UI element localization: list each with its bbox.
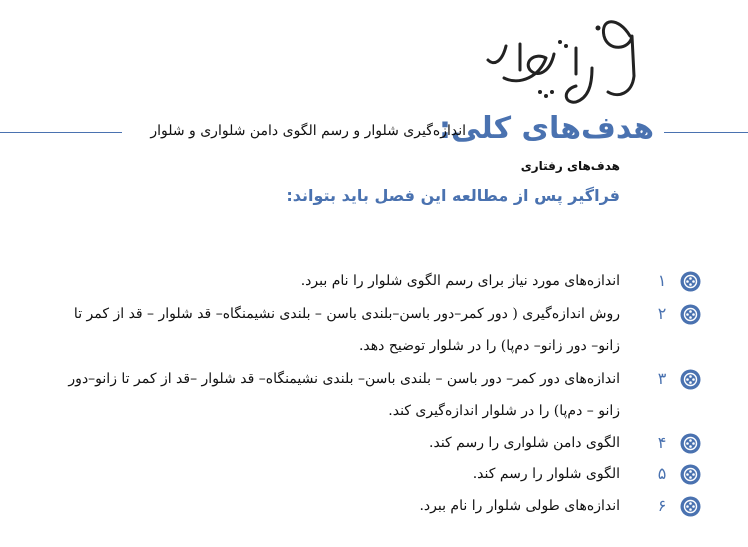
item-text-continued: زانو – دم‌پا) را در شلوار اندازه‌گیری کند.	[388, 403, 620, 419]
list-item-1	[0, 270, 748, 300]
item-text: روش اندازه‌گیری ( دور کمر–دور باسن–بلندی باسن – بلندی نشیمنگاه– قد شلوار – قد از کمر تا	[73, 306, 620, 322]
chapter-title-calligraphy	[480, 6, 656, 114]
divider-line-left	[0, 132, 122, 133]
divider-line-right	[664, 132, 748, 133]
list-item-3	[0, 368, 748, 428]
learner-intro: فراگیر پس از مطالعه این فصل باید بتواند:	[286, 186, 620, 205]
item-number: ۴	[657, 433, 667, 452]
item-text-continued: زانو– دور زانو– دم‌پا) را در شلوار توضیح دهد.	[358, 338, 620, 354]
item-number: ۲	[657, 304, 667, 323]
behavioral-goals-label: هدف‌های رفتاری	[520, 159, 620, 173]
item-text: اندازه‌های مورد نیاز برای رسم الگوی شلوار را نام ببرد.	[300, 273, 620, 289]
general-goals-text: اندازه‌گیری شلوار و رسم الگوی دامن شلواری و شلوار	[150, 123, 466, 139]
list-item-4	[0, 432, 748, 462]
ornament-circle-icon	[680, 271, 701, 292]
ornament-circle-icon	[680, 369, 701, 390]
item-text: الگوی شلوار را رسم کند.	[472, 466, 620, 482]
item-number: ۵	[657, 464, 667, 483]
item-text: اندازه‌های طولی شلوار را نام ببرد.	[419, 498, 620, 514]
list-item-5	[0, 463, 748, 493]
ornament-circle-icon	[680, 464, 701, 485]
item-text: اندازه‌های دور کمر– دور باسن – بلندی باسن– بلندی نشیمنگاه– قد شلوار –قد از کمر تا زانو–دور	[68, 371, 620, 387]
item-number: ۶	[657, 496, 667, 515]
list-item-2	[0, 303, 748, 363]
list-item-6	[0, 495, 748, 525]
general-goals-heading: هدف‌های کلی:	[438, 111, 654, 146]
ornament-circle-icon	[680, 304, 701, 325]
item-number: ۳	[657, 369, 667, 388]
ornament-circle-icon	[680, 433, 701, 454]
ornament-circle-icon	[680, 496, 701, 517]
item-number: ۱	[657, 271, 667, 290]
item-text: الگوی دامن شلواری را رسم کند.	[429, 435, 620, 451]
